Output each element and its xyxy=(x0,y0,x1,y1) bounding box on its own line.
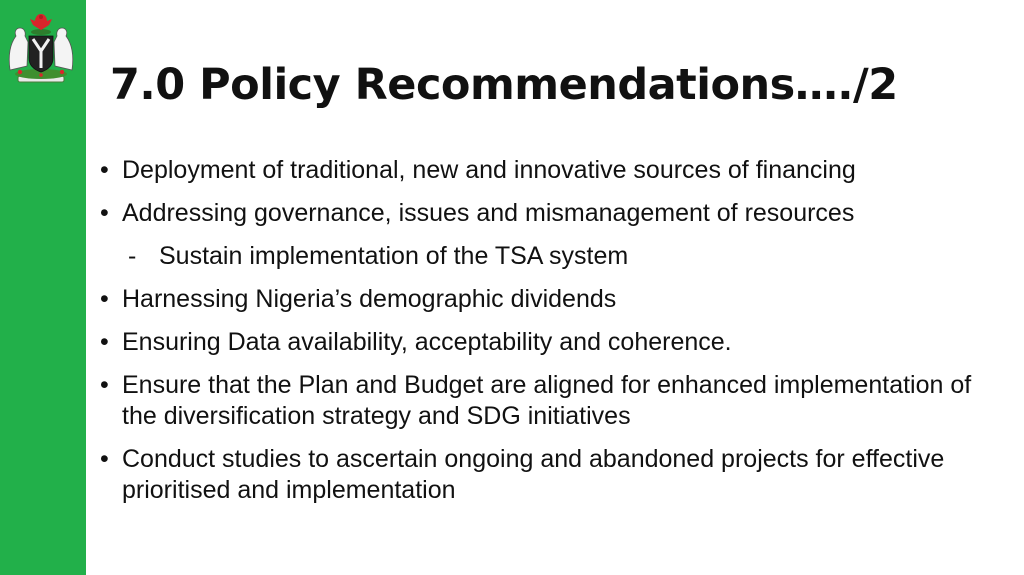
bullet-text: Ensuring Data availability, acceptability and coherence. xyxy=(122,328,732,356)
bullet-text: Deployment of traditional, new and innovative sources of financing xyxy=(122,156,856,184)
bullet-marker: • xyxy=(100,156,109,184)
sub-bullet-marker: - xyxy=(128,242,137,270)
bullet-item xyxy=(100,284,980,315)
bullet-marker: • xyxy=(100,328,109,356)
bullet-marker: • xyxy=(100,199,109,227)
sub-bullet-item xyxy=(100,241,980,272)
bullet-item xyxy=(100,370,980,432)
bullet-item xyxy=(100,327,980,358)
coat-of-arms-icon xyxy=(0,6,82,88)
bullet-item xyxy=(100,444,980,506)
bullet-item xyxy=(100,198,980,229)
sub-bullet-text: Sustain implementation of the TSA system xyxy=(159,242,629,270)
bullet-marker: • xyxy=(100,445,109,473)
bullet-text: Conduct studies to ascertain ongoing and abandoned projects for effective prioritised and implementation xyxy=(122,445,945,504)
bullet-marker: • xyxy=(100,285,109,313)
bullet-text: Addressing governance, issues and mismanagement of resources xyxy=(122,199,855,227)
bullet-text: Harnessing Nigeria’s demographic dividends xyxy=(122,285,617,313)
bullet-marker: • xyxy=(100,371,109,399)
bullet-text: Ensure that the Plan and Budget are aligned for enhanced implementation of the diversification strategy and SDG initiatives xyxy=(122,371,972,430)
slide-title: 7.0 Policy Recommendations…./2 xyxy=(110,60,898,110)
bullet-item xyxy=(100,155,980,186)
bullet-list xyxy=(100,155,980,518)
